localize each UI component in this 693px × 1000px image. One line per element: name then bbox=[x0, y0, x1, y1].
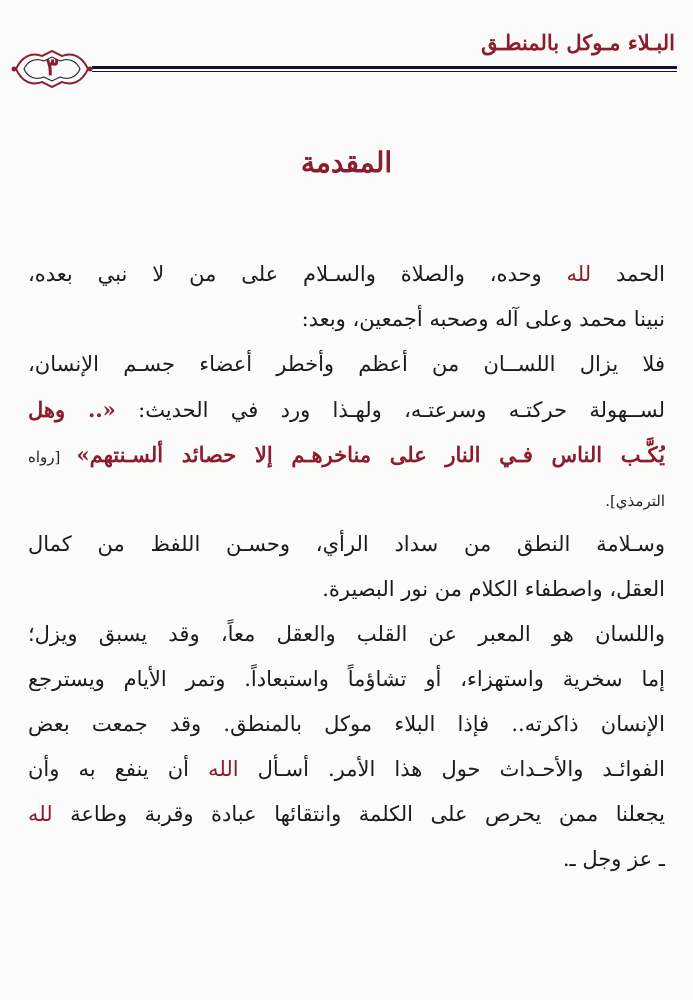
header-rule-thin bbox=[92, 71, 677, 72]
page-number: ٣ bbox=[45, 52, 59, 81]
text-line: العقل، واصطفاء الكلام من نور البصيرة. bbox=[322, 577, 665, 601]
text-line: الفوائـد والأحـداث حول هذا الأمر. أسـأل الله أن ينفع به وأن bbox=[28, 757, 665, 781]
text-line: يُكَّـب الناس فـي النار على مناخرهـم إلا حصائد ألسـنتهم» [رواه bbox=[28, 442, 665, 467]
text-line: إما سخرية واستهزاء، أو تشاؤماً واستبعاداً. وتمر الأيام ويسترجع bbox=[28, 667, 665, 691]
hadith-quote-start: «.. وهل bbox=[28, 397, 116, 422]
text-line: ـ عز وجل ـ. bbox=[562, 847, 665, 871]
running-header-title: البـلاء مـوكل بالمنطـق bbox=[481, 30, 675, 55]
hadith-quote: يُكَّـب الناس فـي النار على مناخرهـم إلا حصائد ألسـنتهم» bbox=[76, 442, 665, 467]
hadith-reference: الترمذي]. bbox=[605, 492, 665, 510]
text-line bbox=[28, 477, 665, 522]
text-line: الإنسان ذاكرته.. فإذا البلاء موكل بالمنطق. وقد جمعت بعض bbox=[28, 712, 665, 736]
text-line: الحمد لله وحده، والصلاة والسـلام على من لا نبي بعده، bbox=[28, 262, 665, 286]
text-line: وسـلامة النطق من سداد الرأي، وحسـن اللفظ من كمال bbox=[28, 532, 665, 556]
page-number-badge bbox=[10, 48, 94, 90]
text-line: نبينا محمد وعلى آله وصحبه أجمعين، وبعد: bbox=[301, 307, 665, 331]
text-line: فلا يزال اللســان من أعظم وأخطر أعضاء جسـم الإنسان، bbox=[28, 352, 665, 376]
body-text bbox=[28, 252, 665, 882]
header-rule bbox=[92, 66, 677, 73]
header-rule-thick bbox=[92, 66, 677, 69]
text-line: لســهولة حركتـه وسرعتـه، ولهـذا ورد في الحديث: «.. وهل bbox=[28, 397, 665, 422]
text-line: واللسان هو المعبر عن القلب والعقل معاً، وقد يسبق ويزل؛ bbox=[28, 622, 665, 646]
text-line: يجعلنا ممن يحرص على الكلمة وانتقائها عبادة وقربة وطاعة لله bbox=[28, 802, 665, 826]
section-title: المقدمة bbox=[300, 146, 393, 179]
